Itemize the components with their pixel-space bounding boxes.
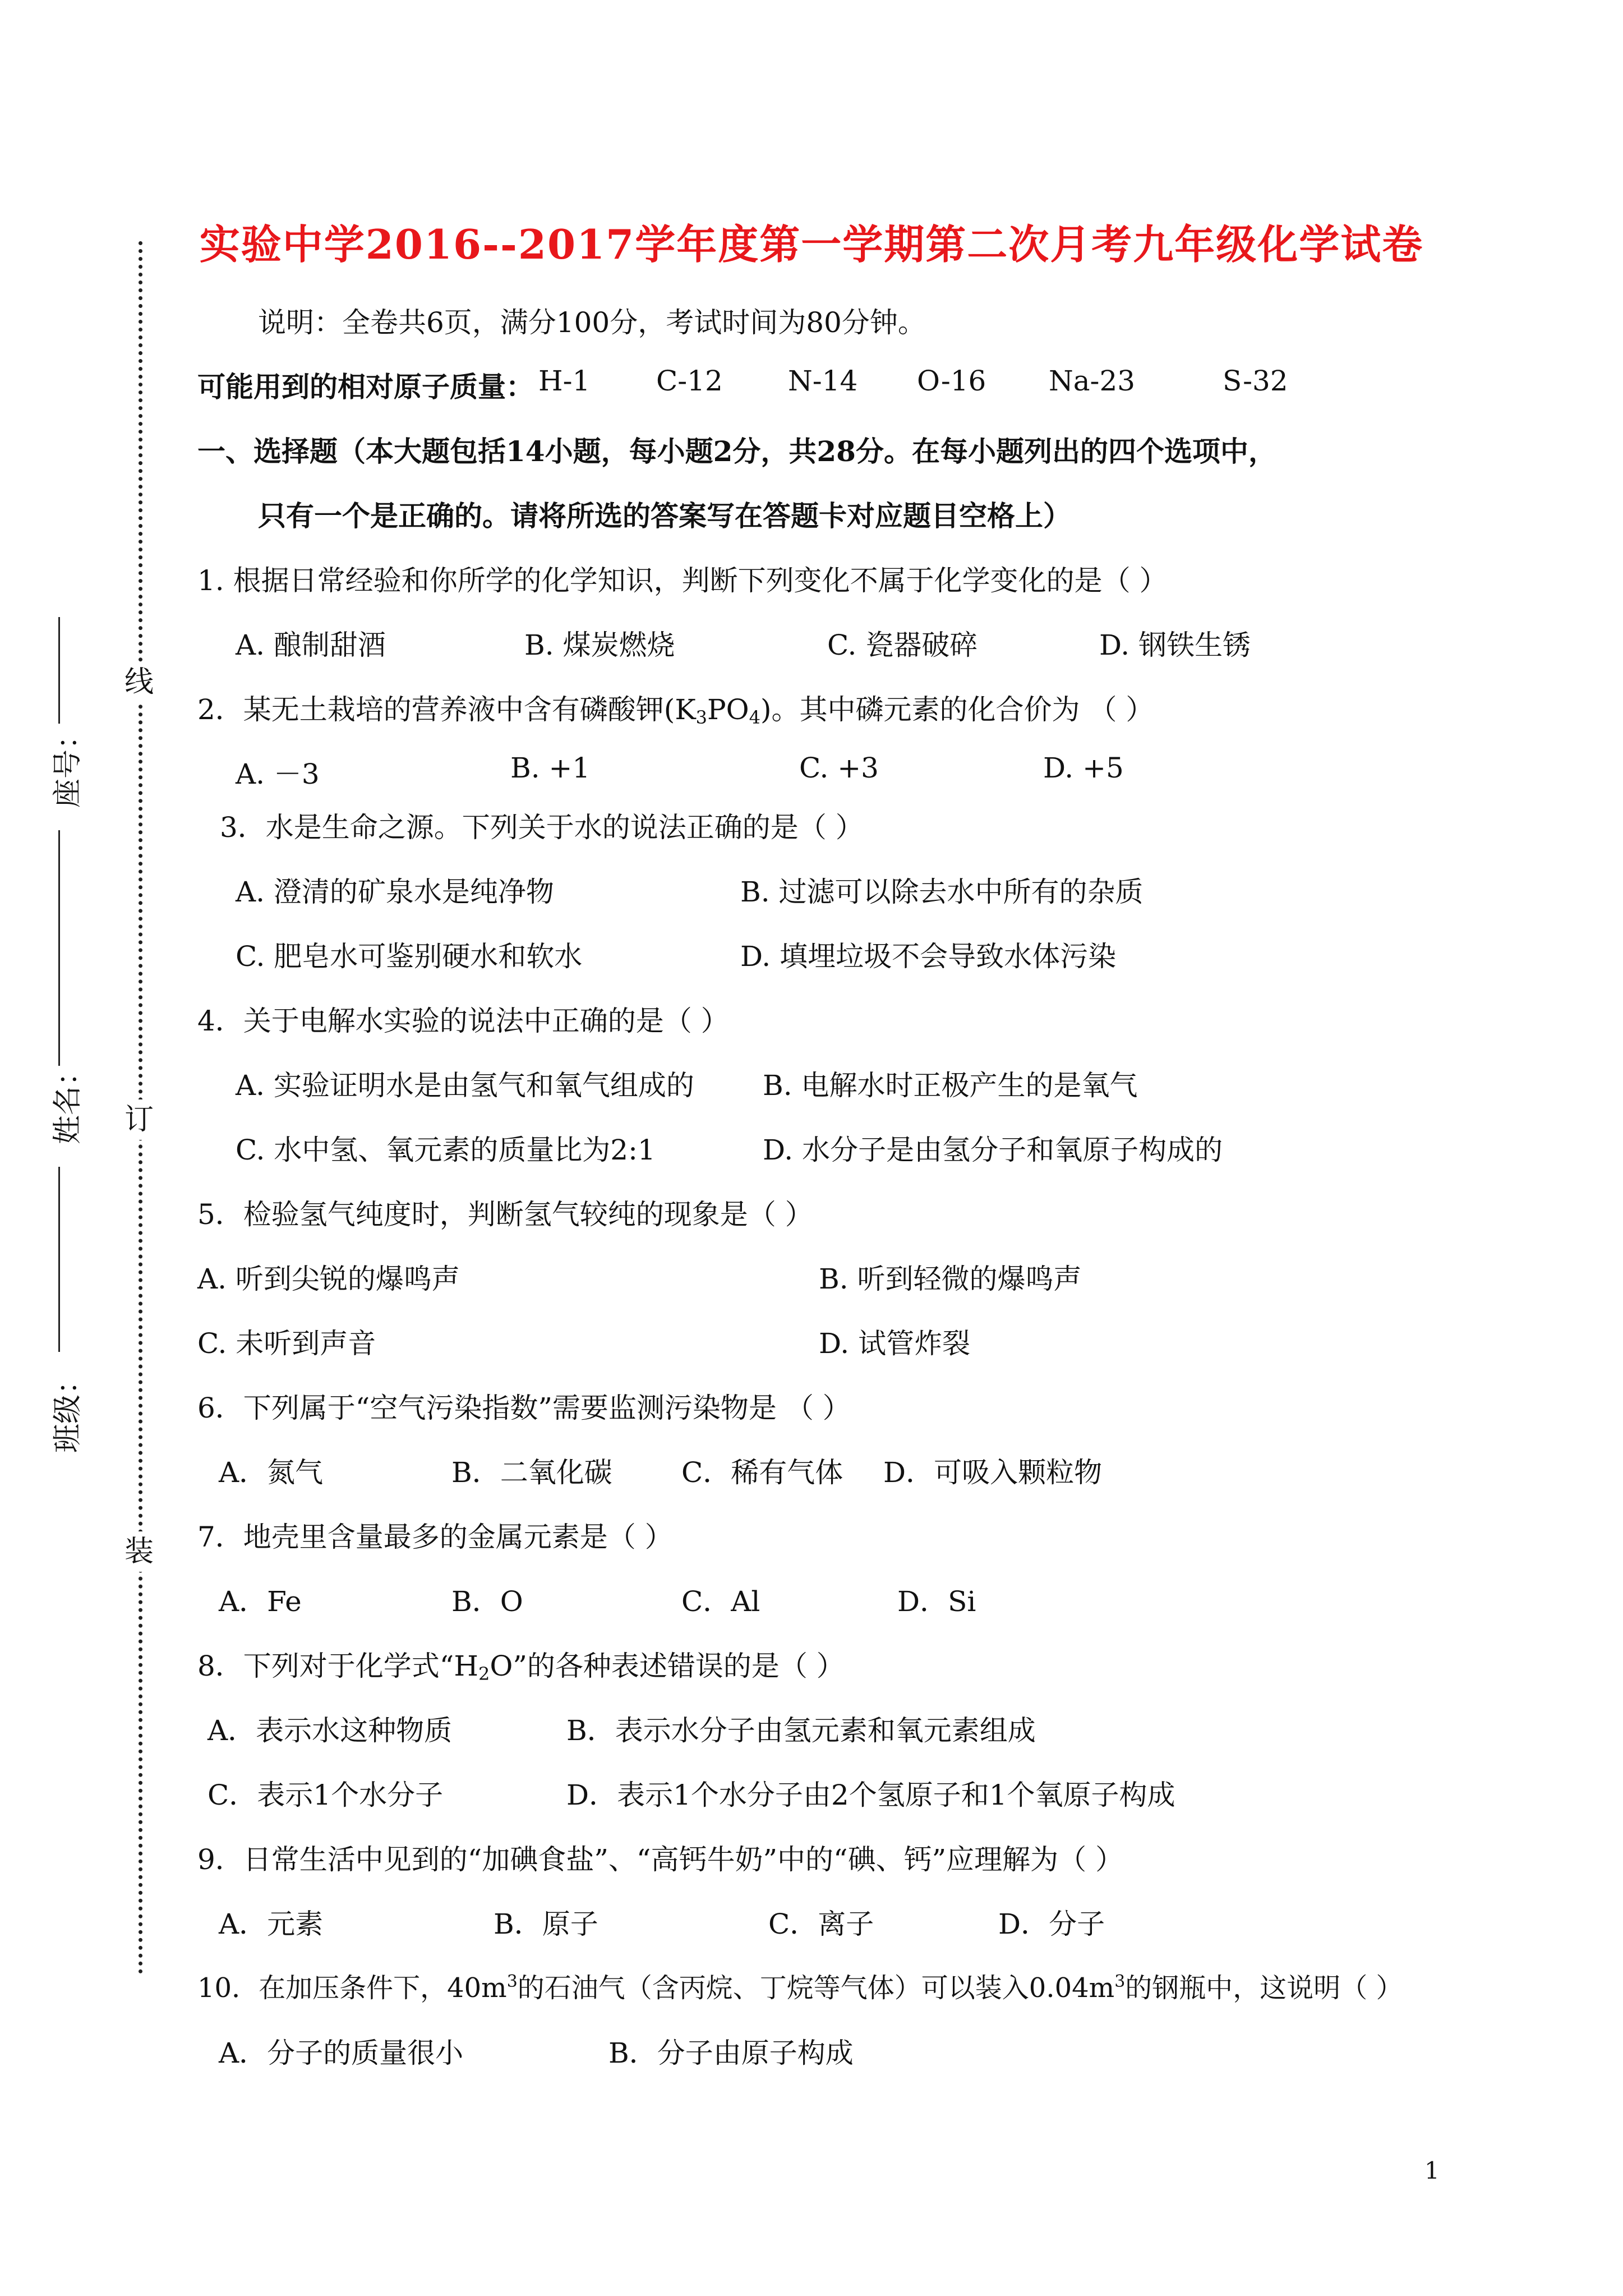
question-4-option-d: D. 水分子是由氢分子和氧原子构成的 [763, 1134, 1223, 1166]
question-8-option-a: A．表示水这种物质 [208, 1714, 453, 1747]
question-2-option-d: D. +5 [1043, 752, 1124, 784]
question-7-option-c: C．Al [681, 1585, 760, 1618]
question-5-option-b: B. 听到轻微的爆鸣声 [819, 1263, 1082, 1295]
atomic-mass-o: O-16 [917, 365, 986, 397]
question-8-option-d: D．表示1个水分子由2个氢原子和1个氧原子构成 [566, 1779, 1175, 1811]
seat-label: 座号： [51, 720, 85, 808]
question-4-option-b: B. 电解水时正极产生的是氧气 [763, 1069, 1138, 1102]
question-6-option-d: D．可吸入颗粒物 [883, 1456, 1103, 1489]
binding-bind-char: 装 [125, 1531, 154, 1572]
seat-blank [58, 830, 60, 1066]
page-number: 1 [1424, 2157, 1440, 2184]
question-10-stem: 10．在加压条件下，$40m^3$的石油气（含丙烷、丁烷等气体）可以装入$0.04m^3$的钢瓶中，这说明（ ） [197, 1972, 1403, 2004]
atomic-mass-h: H-1 [538, 365, 591, 397]
section1-heading-line1: 一、选择题（本大题包括14小题，每小题2分，共28分。在每小题列出的四个选项中， [197, 435, 1276, 468]
question-3-option-c: C. 肥皂水可鉴别硬水和软水 [236, 940, 583, 973]
question-8-option-b: B．表示水分子由氢元素和氧元素组成 [566, 1714, 1036, 1747]
question-5-stem: 5．检验氢气纯度时，判断氢气较纯的现象是（ ） [197, 1198, 813, 1231]
seat-blank-top [58, 617, 60, 724]
question-6-stem: 6．下列属于“空气污染指数”需要监测污染物是 （ ） [197, 1392, 851, 1424]
question-5-option-d: D. 试管炸裂 [819, 1327, 971, 1360]
question-2-stem: 2．某无土栽培的营养液中含有磷酸钾$(K_3PO_4)$。其中磷元素的化合价为 （ ） [197, 693, 1154, 728]
atomic-mass-c: C-12 [656, 365, 723, 397]
question-7-option-d: D．Si [897, 1585, 976, 1618]
question-8-option-c: C．表示1个水分子 [208, 1779, 444, 1811]
question-5-option-a: A. 听到尖锐的爆鸣声 [197, 1263, 460, 1295]
question-7-option-b: B．O [451, 1585, 523, 1618]
question-5-option-c: C. 未听到声音 [197, 1327, 376, 1360]
question-9-option-d: D．分子 [998, 1908, 1105, 1940]
question-3-stem: 3．水是生命之源。下列关于水的说法正确的是（ ） [220, 811, 864, 844]
question-7-stem: 7．地壳里含量最多的金属元素是（ ） [197, 1521, 673, 1553]
section1-heading-line2: 只有一个是正确的。请将所选的答案写在答题卡对应题目空格上） [258, 499, 1071, 532]
class-label: 班级： [51, 1365, 85, 1453]
question-6-option-c: C．稀有气体 [681, 1456, 843, 1489]
question-4-stem: 4．关于电解水实验的说法中正确的是（ ） [197, 1005, 729, 1037]
question-1-option-d: D. 钢铁生锈 [1099, 629, 1251, 661]
binding-line-char: 线 [125, 662, 154, 702]
atomic-mass-s: S-32 [1223, 365, 1288, 397]
name-blank [58, 1167, 60, 1352]
question-1-stem: 1. 根据日常经验和你所学的化学知识，判断下列变化不属于化学变化的是（ ） [197, 564, 1168, 597]
question-2-option-b: B. +1 [510, 752, 591, 784]
question-3-option-a: A. 澄清的矿泉水是纯净物 [236, 876, 554, 908]
question-4-option-a: A. 实验证明水是由氢气和氧气组成的 [236, 1069, 694, 1102]
question-1-option-a: A. 酿制甜酒 [236, 629, 386, 661]
question-10-option-a: A．分子的质量很小 [219, 2037, 464, 2069]
binding-order-char: 订 [125, 1099, 154, 1140]
question-8-stem: 8．下列对于化学式“$H_2O$”的各种表述错误的是（ ） [197, 1650, 845, 1685]
question-6-option-b: B．二氧化碳 [451, 1456, 612, 1489]
question-1-option-b: B. 煤炭燃烧 [524, 629, 675, 661]
question-9-option-b: B．原子 [494, 1908, 598, 1940]
exam-title: 实验中学2016--2017学年度第一学期第二次月考九年级化学试卷 [199, 220, 1424, 268]
atomic-mass-n: N-14 [788, 365, 858, 397]
question-4-option-c: C. 水中氢、氧元素的质量比为2:1 [236, 1134, 656, 1166]
atomic-mass-na: Na-23 [1049, 365, 1136, 397]
question-2-option-a: A. －3 [236, 758, 320, 790]
question-9-stem: 9．日常生活中见到的“加碘食盐”、“高钙牛奶”中的“碘、钙”应理解为（ ） [197, 1843, 1124, 1876]
question-3-option-d: D. 填埋垃圾不会导致水体污染 [740, 940, 1117, 973]
question-1-option-c: C. 瓷器破碎 [827, 629, 978, 661]
name-label: 姓名： [51, 1056, 85, 1144]
question-7-option-a: A．Fe [219, 1585, 302, 1618]
question-10-option-b: B．分子由原子构成 [608, 2037, 854, 2069]
question-9-option-a: A．元素 [219, 1908, 324, 1940]
question-3-option-b: B. 过滤可以除去水中所有的杂质 [740, 876, 1144, 908]
question-9-option-c: C．离子 [768, 1908, 874, 1940]
question-2-option-c: C. +3 [799, 752, 879, 784]
exam-instructions: 说明：全卷共6页，满分100分，考试时间为80分钟。 [258, 306, 926, 339]
atomic-mass-label: 可能用到的相对原子质量： [197, 370, 534, 403]
question-6-option-a: A．氮气 [219, 1456, 324, 1489]
